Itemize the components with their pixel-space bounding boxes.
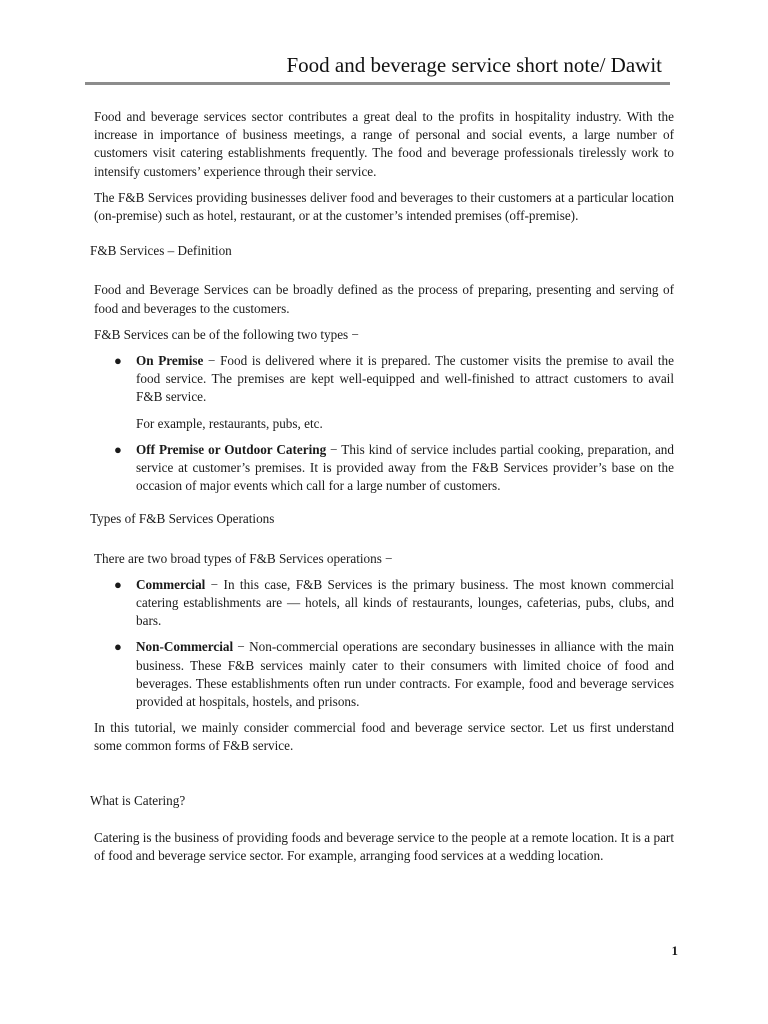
list-item-commercial [94,576,674,631]
operations-types-list [94,576,674,711]
term-description: − Food is delivered where it is prepared. The customer visits the premise to avail the food service. The premises are kept well-equipped and well-finished to attract customers to avail F&B service. [136,353,674,405]
term-off-premise: Off Premise or Outdoor Catering [136,441,327,457]
term-description: − In this case, F&B Services is the primary business. The most known commercial catering establishments are — hotels, all kinds of restaurants, lounges, cafeterias, pubs, clubs, and bars. [136,576,674,629]
list-item-body [136,441,674,496]
term-non-commercial: Non-Commercial [136,639,234,655]
term-description: − Non-commercial operations are secondary businesses in alliance with the main business. These F&B services mainly cater to their consumers with limited choice of food and beverages. These establishments often run under contracts. For example, food and beverage services provided at hospitals, hostels, and prisons. [136,639,674,710]
section-heading-catering: What is Catering? [90,792,186,808]
catering-paragraph-1: Catering is the business of providing foods and beverage service to the people at a remote location. It is a part of food and beverage service sector. For example, arranging food services at a wedding location. [94,829,674,864]
definition-paragraph-2: F&B Services can be of the following two types − [94,326,359,342]
bullet-icon: ● [114,576,122,592]
operations-paragraph-2: In this tutorial, we mainly consider commercial food and beverage service sector. Let us first understand some common forms of F&B service. [94,720,674,754]
document-body [90,108,674,865]
intro-paragraph-1: Food and beverage services sector contributes a great deal to the profits in hospitality industry. With the increase in importance of business meetings, a range of personal and social events, a large number of customers visit catering establishments frequently. The food and beverage professionals tirelessly work to intensify customers’ experience through their service. [94,109,674,179]
definition-paragraph-1: Food and Beverage Services can be broadly defined as the process of preparing, presenting and serving of food and beverages to the customers. [94,282,674,316]
intro-paragraph-2: The F&B Services providing businesses deliver food and beverages to their customers at a particular location (on-premise) such as hotel, restaurant, or at the customer’s intended premises (off-premise). [94,189,674,224]
section-heading-definition: F&B Services – Definition [90,243,232,259]
bullet-icon: ● [114,353,122,369]
list-item-body [136,576,674,631]
service-types-list [94,352,674,495]
term-commercial: Commercial [136,576,206,592]
list-item-body [136,638,674,711]
term-description: − This kind of service includes partial cooking, preparation, and service at customer’s premises. It is provided away from the F&B Services provider’s base on the occasion of major events which call for a large number of customers. [136,441,674,494]
list-item-on-premise [94,352,674,433]
header-divider [85,82,670,85]
list-item-off-premise [94,441,674,496]
page-header-title: Food and beverage service short note/ Dawit [286,53,662,77]
operations-paragraph-1: There are two broad types of F&B Services operations − [94,550,393,566]
section-heading-operations: Types of F&B Services Operations [90,511,275,527]
bullet-icon: ● [114,639,122,655]
list-item-body [136,352,674,407]
page-number: 1 [671,943,678,958]
term-on-premise: On Premise [136,353,204,369]
bullet-icon: ● [114,441,122,457]
list-item-non-commercial [94,638,674,711]
list-item-example: For example, restaurants, pubs, etc. [136,415,323,431]
